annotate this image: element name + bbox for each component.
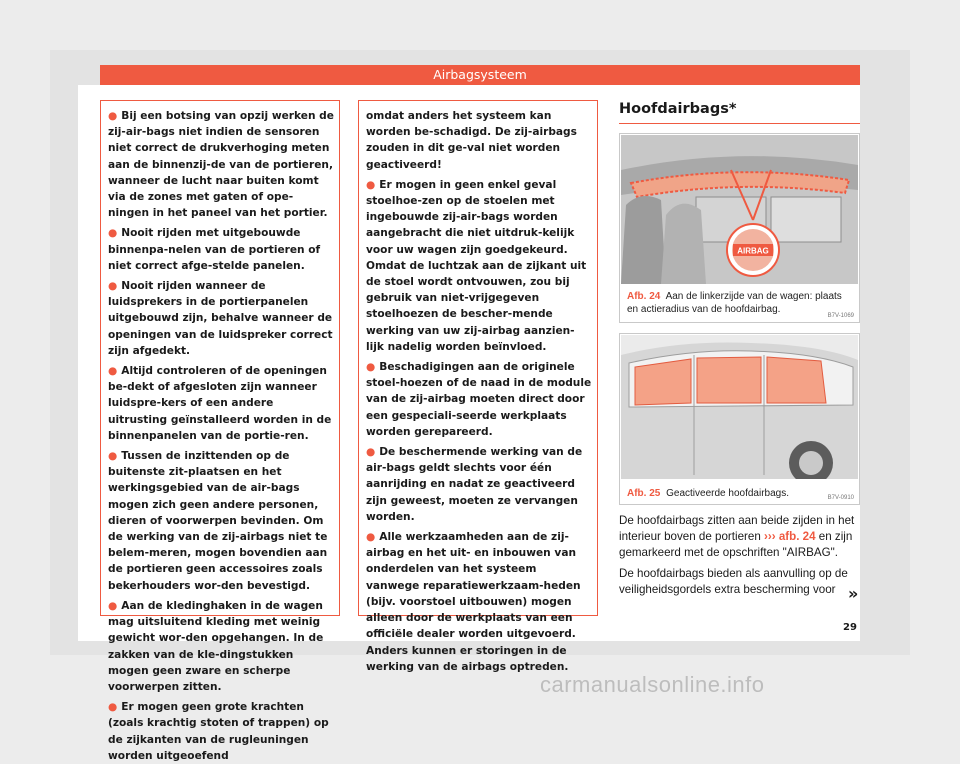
warning-item: ● Nooit rijden met uitgebouwde binnenpa-nelen van de portieren of niet correct afge-stelde panelen. <box>108 227 321 272</box>
page-number: 29 <box>843 622 857 633</box>
section-header-title: Airbagsysteem <box>433 67 527 82</box>
figure-25-caption-text: Geactiveerde hoofdairbags. <box>666 488 789 499</box>
figure-25-caption <box>627 487 853 500</box>
warning-item: ● Nooit rijden wanneer de luidsprekers in de portierpanelen uitgebouwd zijn, behalve wanneer de openingen van de luidspreker correct zijn afgedekt. <box>108 280 333 357</box>
figure-24-reference-link[interactable]: ››› afb. 24 <box>764 530 816 543</box>
warning-item: ● Er mogen geen grote krachten (zoals krachtig stoten of trappen) op de zijkanten van de rugleuningen worden uitgeoefend <box>108 701 329 762</box>
figure-24-code: B7V-1069 <box>827 313 854 319</box>
bullet-icon: ● <box>108 599 118 612</box>
bullet-icon: ● <box>108 227 118 240</box>
section-header-bar <box>100 65 860 85</box>
bullet-icon: ● <box>366 361 376 374</box>
warning-item: ● Tussen de inzittenden op de buitenste zit-plaatsen en het werkingsgebied van de air-bags mogen zich geen andere personen, dieren of voorwerpen bevinden. Om de werking van de zij-airbags niet te belem-meren, mogen bovendien aan de portieren geen accessoires zoals bekerhouders wor-den bevestigd. <box>108 450 328 592</box>
warning-list-left <box>108 108 334 764</box>
figure-24-caption-text: Aan de linkerzijde van de wagen: plaats en actieradius van de hoofdairbag. <box>627 291 842 315</box>
bullet-icon: ● <box>108 365 118 378</box>
warning-item: ● Altijd controleren of de openingen be-dekt of afgesloten zijn wanneer luidspre-kers of een andere uitrusting geïnstalleerd worden in de binnenpanelen van de portie-ren. <box>108 365 332 442</box>
figure-25-image <box>621 335 858 479</box>
continue-marker: » <box>848 584 859 603</box>
body-paragraph: De hoofdairbags zitten aan beide zijden in het interieur boven de portieren ››› afb. 24 en zijn gemarkeerd met de opschriften "AIRBAG". <box>619 514 855 559</box>
figure-24 <box>619 133 860 323</box>
warning-item: ● Aan de kledinghaken in de wagen mag uitsluitend kleding met weinig gewicht wor-den opgehangen. In de zakken van de kle-dingstukken mogen geen zware en scherpe voorwerpen zitten. <box>108 599 324 693</box>
bullet-icon: ● <box>366 178 376 191</box>
bullet-icon: ● <box>108 110 118 122</box>
car-interior-illustration <box>621 135 858 284</box>
figure-24-number: Afb. 24 <box>627 291 661 302</box>
body-text <box>619 513 859 603</box>
figure-25 <box>619 333 860 505</box>
warning-continuation: omdat anders het systeem kan worden be-schadigd. De zij-airbags zouden in dit ge-val niet worden geactiveerd! <box>366 110 577 171</box>
warning-item: ● De beschermende werking van de air-bags geldt slechts voor één aanrijding en nadat ze geactiveerd zijn geweest, moeten ze vervangen worden. <box>366 446 583 523</box>
warning-item: ● Bij een botsing van opzij werken de zij-air-bags niet indien de sensoren niet correct de drukverhoging meten aan de binnenzij-de van de portieren, wanneer de lucht naar buiten komt via de zones met gaten of ope-ningen in het paneel van het portier. <box>108 110 334 220</box>
bullet-icon: ● <box>108 450 118 463</box>
bullet-icon: ● <box>108 701 118 714</box>
figure-24-image <box>621 135 858 284</box>
car-side-illustration <box>621 335 858 479</box>
warning-list-right <box>366 177 592 675</box>
bullet-icon: ● <box>366 531 376 544</box>
warning-item: ● Alle werkzaamheden aan de zij-airbag en het uit- en inbouwen van onderdelen van het systeem vanwege reparatiewerkzaam-heden (bijv. voorstoel uitbouwen) mogen alleen door de werkplaats van een officiële dealer worden uitgevoerd. Anders kunnen er storingen in de werking van de airbags optreden. <box>366 531 581 673</box>
warning-item: ● Er mogen in geen enkel geval stoelhoe-zen op de stoelen met ingebouwde zij-air-bags worden aangebracht die niet uitdruk-kelijk voor uw wagen zijn goedgekeurd. Omdat de luchtzak aan de zijkant uit de stoel wordt ontvouwen, zou bij gebruik van niet-vrijgegeven stoelhoezen de bescher-mende werking van uw zij-airbag aanzien-lijk nadelig worden beïnvloed. <box>366 178 587 353</box>
warning-item: ● Beschadigingen aan de originele stoel-hoezen of de naad in de module van de zij-airbag moeten direct door een gespeciali-seerde werkplaats worden gerepareerd. <box>366 361 592 438</box>
bullet-icon: ● <box>108 280 118 293</box>
warning-box-left <box>100 100 340 762</box>
figure-24-caption <box>627 290 853 316</box>
airbag-label: AIRBAG <box>737 246 769 256</box>
section-title: Hoofdairbags* <box>619 98 860 124</box>
bullet-icon: ● <box>366 446 376 459</box>
figure-25-number: Afb. 25 <box>627 488 661 499</box>
body-paragraph: De hoofdairbags bieden als aanvulling op de veiligheidsgordels extra bescherming voor <box>619 567 848 596</box>
warning-box-right <box>358 100 598 673</box>
figure-25-code: B7V-0910 <box>827 495 854 501</box>
watermark: carmanualsonline.info <box>540 672 765 697</box>
